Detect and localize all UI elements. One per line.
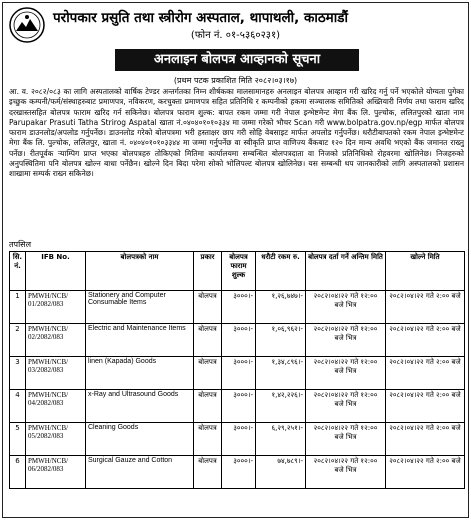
col-header-fee: बोलपत्र फाराम शुल्क	[222, 252, 256, 291]
cell-type: बोलपत्र	[194, 423, 222, 456]
cell-fee: ३०००।-	[222, 324, 256, 357]
cell-deadline: २०८२।०४।२२ गते १२:०० बजे भित्र	[306, 324, 386, 357]
cell-deposit: १,४२,२२६।-	[256, 390, 306, 423]
cell-type: बोलपत्र	[194, 291, 222, 324]
cell-type: बोलपत्र	[194, 390, 222, 423]
cell-fee: ३०००।-	[222, 456, 256, 489]
publication-date: (प्रथम पटक प्रकाशित मिति २०८२।०३।१७)	[173, 76, 298, 85]
table-row	[10, 291, 465, 324]
cell-deposit: ७४,७८९।-	[256, 456, 306, 489]
col-header-sn: सि. नं.	[10, 252, 26, 291]
notice-title-banner: अनलाइन बोलपत्र आव्हानको सूचना	[115, 49, 359, 71]
cell-ifb: PMWH/NCB/ 06/2082/083	[26, 456, 86, 489]
cell-opening: २०८२।०४।२२ गते २:०० बजे	[386, 456, 465, 489]
cell-name: Surgical Gauze and Cotton	[86, 456, 194, 489]
cell-ifb: PMWH/NCB/ 02/2082/083	[26, 324, 86, 357]
notice-paragraph: आ. व. २०८२/०८३ का लागि अस्पतालको वार्षिक टेण्डर अन्तर्गतका निम्न शीर्षकका मालसामानहरु अनलाइन बोलपत्र आव्हान गरी खरिद गर्नु पर्ने भएकोले योग्यता पुगेका इच्छुक कम्पनी/फर्म/संस्थाहरुबाट प्रमाणपत्र, नविकरण, करचुक्ता प्रमाणपत्र सहित प्रतिनिधि र कम्पनीको हकमा सञ्चालक समितिको अख्तियारी निर्णय तथा फाराम खरिद दरखास्तसहित बोलपत्र फाराम खरिद गर्न सकिनेछ। बोलपत्र फाराम शुल्क: बापत रकम जम्मा गरी नेपाल इन्भेष्टमेन्ट मेगा बैंक लि. पुल्चोक, ललितपुरको खाता नाम Parupakar Prasuti Tatha Strirog Aspatal खाता नं.०४०४०१०१०३३४ मा जम्मा गरेको भौचर Scan गरी www.bolpatra.gov.np/egp मार्फत बोलपत्र फाराम डाउनलोड/अपलोड गर्नुपर्नेछ। डाउनलोड गरेको बोलपत्रमा भरी हस्ताक्षर छाप गरी सोहि वेबसाइट मार्फत अपलोड गर्नुपर्नेछ। धरौटीबापतको रकम नेपाल इन्भेष्टमेन्ट मेगा बैंक लि. पुल्चोक, ललितपुर, खाता नं. ०४०४०१०१०३३४४ मा जम्मा गर्नुपर्नेछ वा स्वीकृति प्राप्त वाणिज्य बैंकबाट १२० दिन मान्य अवधि भएको बैंक जमानत राख्नु पर्नेछ। रीतपूर्वक र्‍याम्पिग प्राप्त भएका बोलपत्रहरु तोकिएको मितिमा कार्यालयमा सम्बन्धित बोलपत्रदाता वा निजको प्रतिनिधिको रोहवरमा खोलिनेछ। निजहरुको अनुपस्थितिमा पनि बोलपत्र खोल्न बाधा पर्नेछैन। खोल्ने दिन बिदा परेमा सोको भोलिपल्ट बोलपत्र खोलिनेछ। यस सम्बन्धी थप जानकारीको लागि अस्पतालको प्रशासन शाखामा सम्पर्क राख्न सकिनेछ।	[9, 87, 464, 179]
cell-fee: ३०००।-	[222, 390, 256, 423]
cell-name: Electric and Maintenance Items	[86, 324, 194, 357]
phone-number: (फोन नं. ०१-५३६०२३१)	[190, 30, 281, 41]
cell-deposit: १,३४,८९६।-	[256, 357, 306, 390]
col-header-ifb: IFB No.	[26, 252, 86, 291]
notice-page	[2, 2, 469, 518]
hospital-name: परोपकार प्रसुति तथा स्त्रीरोग अस्पताल, थापाथली, काठमाडौं	[53, 10, 348, 26]
cell-opening: २०८२।०४।२२ गते २:०० बजे	[386, 390, 465, 423]
cell-sn: 5	[10, 423, 26, 456]
cell-deadline: २०८२।०४।२२ गते १२:०० बजे भित्र	[306, 357, 386, 390]
cell-sn: 6	[10, 456, 26, 489]
cell-ifb: PMWH/NCB/ 05/2082/083	[26, 423, 86, 456]
schedule-label: तपसिल	[9, 240, 32, 249]
table-row	[10, 456, 465, 489]
cell-sn: 4	[10, 390, 26, 423]
cell-opening: २०८२।०४।२२ गते २:०० बजे	[386, 423, 465, 456]
cell-ifb: PMWH/NCB/ 03/2082/083	[26, 357, 86, 390]
cell-name: x-Ray and Ultrasound Goods	[86, 390, 194, 423]
col-header-deadline: बोलपत्र दर्ता गर्ने अन्तिम मिति	[306, 252, 386, 291]
cell-opening: २०८२।०४।२२ गते २:०० बजे	[386, 357, 465, 390]
cell-name: Stationery and Computer Consumable Items	[86, 291, 194, 324]
cell-opening: २०८२।०४।२२ गते २:०० बजे	[386, 291, 465, 324]
cell-type: बोलपत्र	[194, 357, 222, 390]
cell-deadline: २०८२।०४।२२ गते १२:०० बजे भित्र	[306, 456, 386, 489]
cell-fee: ३०००।-	[222, 357, 256, 390]
table-row	[10, 357, 465, 390]
table-row	[10, 324, 465, 357]
cell-deposit: ६,२९,२५१।-	[256, 423, 306, 456]
cell-sn: 1	[10, 291, 26, 324]
cell-fee: ३०००।-	[222, 291, 256, 324]
cell-deposit: १,२६,७४७।-	[256, 291, 306, 324]
cell-ifb: PMWH/NCB/ 01/2082/083	[26, 291, 86, 324]
cell-ifb: PMWH/NCB/ 04/2082/083	[26, 390, 86, 423]
cell-name: linen (Kapada) Goods	[86, 357, 194, 390]
cell-fee: ३०००।-	[222, 423, 256, 456]
cell-opening: २०८२।०४।२२ गते २:०० बजे	[386, 324, 465, 357]
cell-deadline: २०८२।०४।२२ गते १२:०० बजे भित्र	[306, 291, 386, 324]
col-header-type: प्रकार	[194, 252, 222, 291]
col-header-name: बोलपत्रको नाम	[86, 252, 194, 291]
cell-deadline: २०८२।०४।२२ गते १२:०० बजे भित्र	[306, 390, 386, 423]
table-header-row	[10, 252, 465, 291]
col-header-opening: खोल्ने मिति	[386, 252, 465, 291]
cell-name: Cleaning Goods	[86, 423, 194, 456]
table-row	[10, 423, 465, 456]
cell-type: बोलपत्र	[194, 324, 222, 357]
table-row	[10, 390, 465, 423]
cell-sn: 2	[10, 324, 26, 357]
ifb-table	[9, 251, 465, 489]
cell-deadline: २०८२।०४।२२ गते १२:०० बजे भित्र	[306, 423, 386, 456]
col-header-deposit: धरौटी रकम रु.	[256, 252, 306, 291]
cell-type: बोलपत्र	[194, 456, 222, 489]
cell-sn: 3	[10, 357, 26, 390]
cell-deposit: १,०६,९६२।-	[256, 324, 306, 357]
